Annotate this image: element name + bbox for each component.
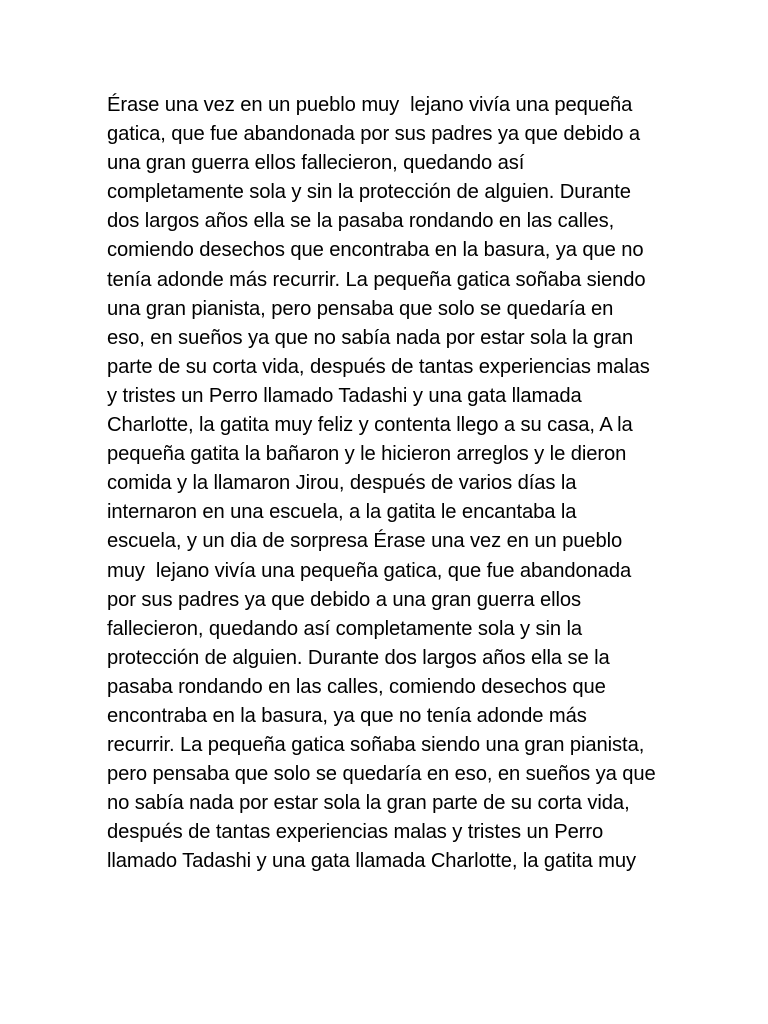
text-line: y tristes un Perro llamado Tadashi y una gata llamada (107, 384, 582, 407)
text-line: por sus padres ya que debido a una gran guerra ellos (107, 588, 582, 611)
text-line: protección de alguien. Durante dos largos años ella se la (107, 646, 610, 669)
text-line: no sabía nada por estar sola la gran parte de su corta vida, (107, 792, 630, 815)
text-line: comida y la llamaron Jirou, después de varios días la (107, 472, 577, 495)
text-line: Érase una vez en un pueblo muy lejano vivía una pequeña (107, 94, 633, 116)
text-line: pero pensaba que solo se quedaría en eso, en sueños ya que (107, 763, 656, 786)
text-line: recurrir. La pequeña gatica soñaba siendo una gran pianista, (107, 734, 645, 757)
text-line: tenía adonde más recurrir. La pequeña gatica soñaba siendo (107, 268, 646, 291)
text-line: encontraba en la basura, ya que no tenía adonde más (107, 704, 587, 727)
text-line: llamado Tadashi y una gata llamada Charlotte, la gatita muy (107, 850, 637, 873)
text-line: escuela, y un dia de sorpresa Érase una vez en un pueblo (107, 530, 623, 553)
text-line: una gran pianista, pero pensaba que solo se quedaría en (107, 297, 614, 320)
text-line: dos largos años ella se la pasaba rondando en las calles, (107, 210, 615, 233)
text-line: muy lejano vivía una pequeña gatica, que fue abandonada (107, 559, 632, 582)
text-line: pasaba rondando en las calles, comiendo desechos que (107, 675, 606, 698)
text-line: después de tantas experiencias malas y tristes un Perro (107, 821, 604, 844)
story-paragraph (107, 91, 687, 877)
text-line: fallecieron, quedando así completamente sola y sin la (107, 617, 583, 640)
text-line: completamente sola y sin la protección de alguien. Durante (107, 181, 631, 204)
text-line: internaron en una escuela, a la gatita le encantaba la (107, 501, 577, 524)
text-line: una gran guerra ellos fallecieron, quedando así (107, 152, 525, 175)
text-line: comiendo desechos que encontraba en la basura, ya que no (107, 239, 644, 262)
text-line: Charlotte, la gatita muy feliz y contenta llego a su casa, A la (107, 414, 633, 437)
text-line: parte de su corta vida, después de tantas experiencias malas (107, 355, 650, 378)
text-line: eso, en sueños ya que no sabía nada por estar sola la gran (107, 326, 634, 349)
text-line: pequeña gatita la bañaron y le hicieron arreglos y le dieron (107, 443, 627, 466)
text-line: gatica, que fue abandonada por sus padres ya que debido a (107, 123, 641, 146)
